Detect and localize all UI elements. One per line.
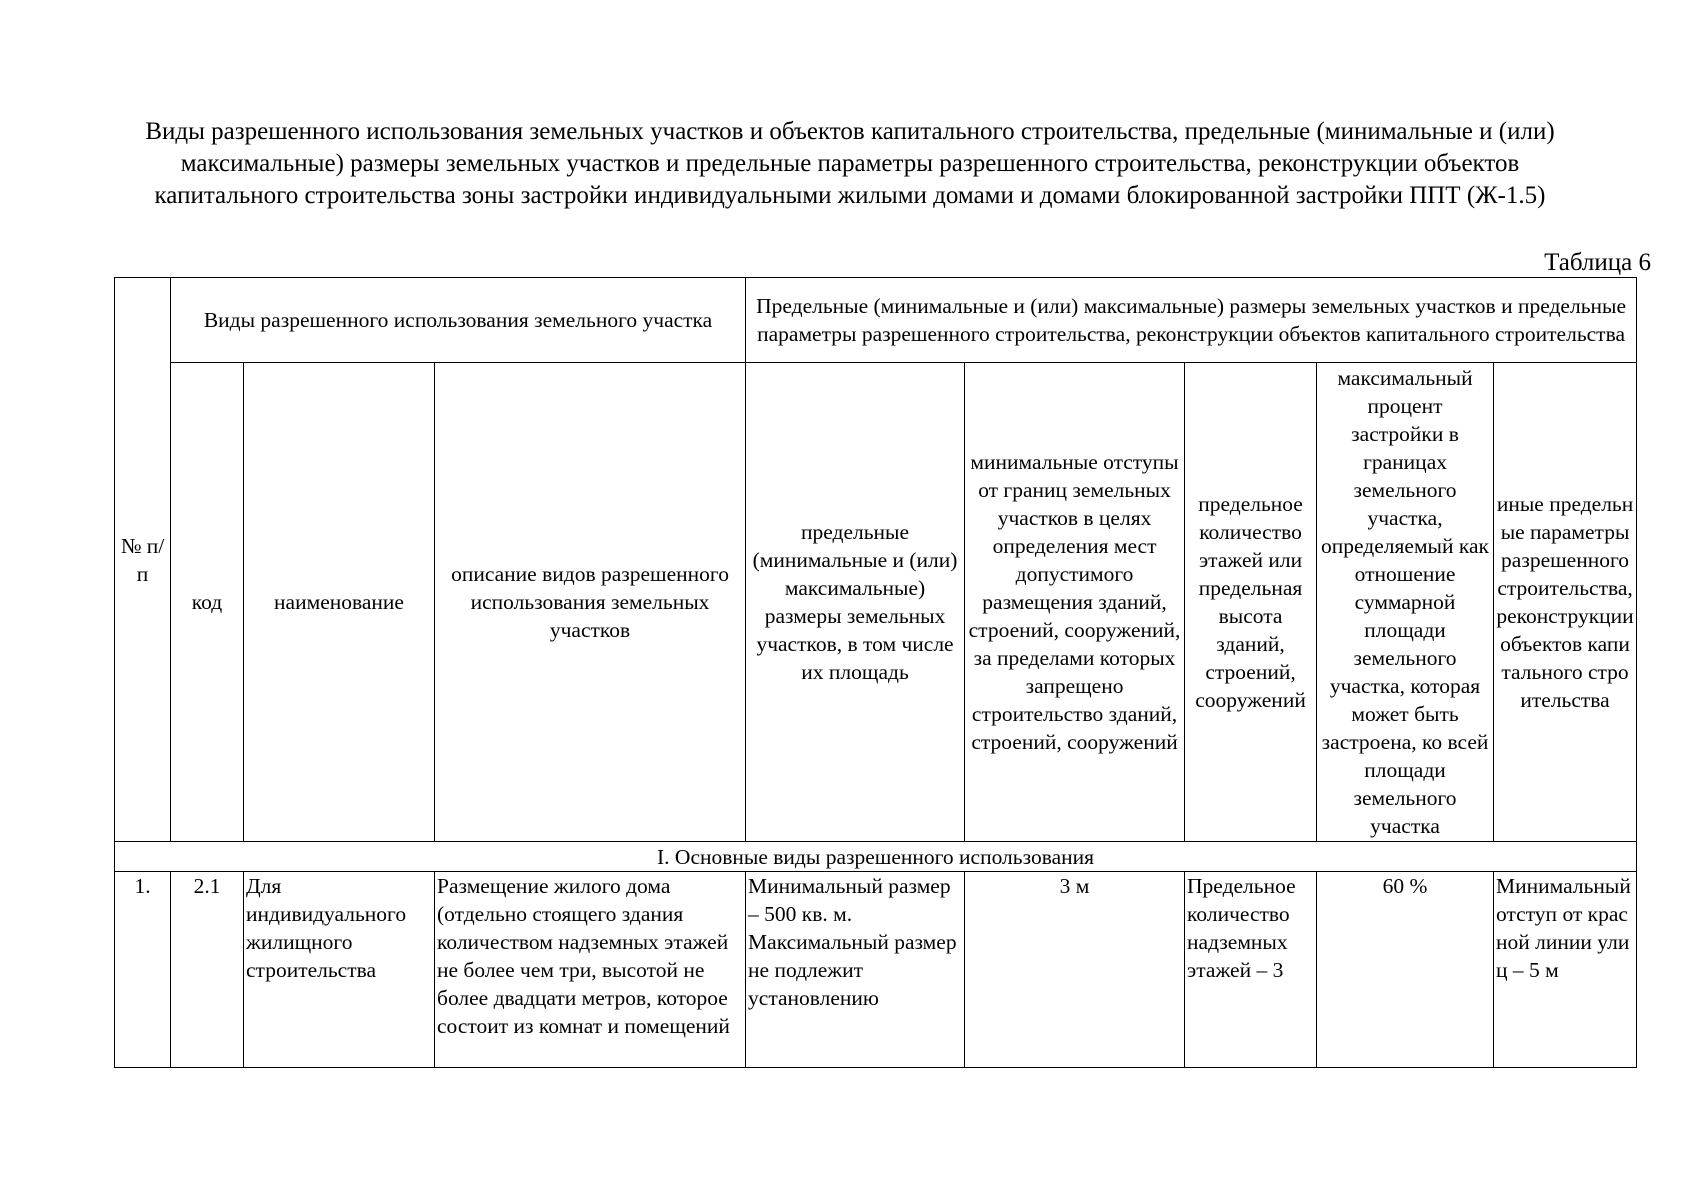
header-floors: предельное количество этажей или предельная высота зданий, строений, сооружений	[1185, 363, 1317, 842]
cell-name: Для индивидуального жилищного строительства	[244, 872, 435, 1068]
page-title: Виды разрешенного использования земельных участков и объектов капитального строительства, предельные (минимальные и (или) максимальные) размеры земельных участков и предельные параметры разрешенного строительства, реконструкции объектов капитального строительства зоны застройки индивидуальными жилыми домами и домами блокированной застройки ППТ (Ж-1.5)	[145, 118, 1555, 209]
header-sizes: предельные (минимальные и (или) максимальные) размеры земельных участков, в том числе их площадь	[746, 363, 965, 842]
cell-other: Минимальный отступ от красной линии улиц – 5 м	[1494, 872, 1637, 1068]
header-code: код	[171, 363, 244, 842]
section-row	[115, 842, 1637, 872]
table-label: Таблица 6	[1544, 249, 1651, 276]
cell-floors: Предельное количество надземных этажей – 3	[1185, 872, 1317, 1068]
header-row-group	[115, 278, 1637, 363]
cell-code: 2.1	[171, 872, 244, 1068]
header-setbacks: минимальные отступы от границ земельных участков в целях определения мест допустимого размещения зданий, строений, сооружений, за пределами которых запрещено строительство зданий, строений, сооружений	[965, 363, 1185, 842]
header-group-limits: Предельные (минимальные и (или) максимальные) размеры земельных участков и предельные параметры разрешенного строительства, реконструкции объектов капитального строительства	[746, 278, 1637, 363]
section-title: I. Основные виды разрешенного использования	[115, 842, 1637, 872]
header-coverage: максимальный процент застройки в границах земельного участка, определяемый как отношение суммарной площади земельного участка, которая может быть застроена, ко всей площади земельного участка	[1317, 363, 1494, 842]
cell-sizes: Минимальный размер – 500 кв. м. Максимальный размер не подлежит установлению	[746, 872, 965, 1068]
header-description: описание видов разрешенного использования земельных участков	[435, 363, 746, 842]
header-num: № п/п	[115, 278, 171, 842]
table-row	[115, 872, 1637, 1068]
cell-coverage: 60 %	[1317, 872, 1494, 1068]
cell-description: Размещение жилого дома (отдельно стоящего здания количеством надземных этажей не более чем три, высотой не более двадцати метров, которое состоит из комнат и помещений	[435, 872, 746, 1068]
header-group-use: Виды разрешенного использования земельного участка	[171, 278, 746, 363]
header-name: наименование	[244, 363, 435, 842]
header-other: иные предельные параметры разрешенного строительства, реконструкции объектов капитального строительства	[1494, 363, 1637, 842]
cell-setbacks: 3 м	[965, 872, 1185, 1068]
cell-num: 1.	[115, 872, 171, 1068]
regulations-table	[114, 277, 1637, 1068]
header-row-columns	[115, 363, 1637, 842]
